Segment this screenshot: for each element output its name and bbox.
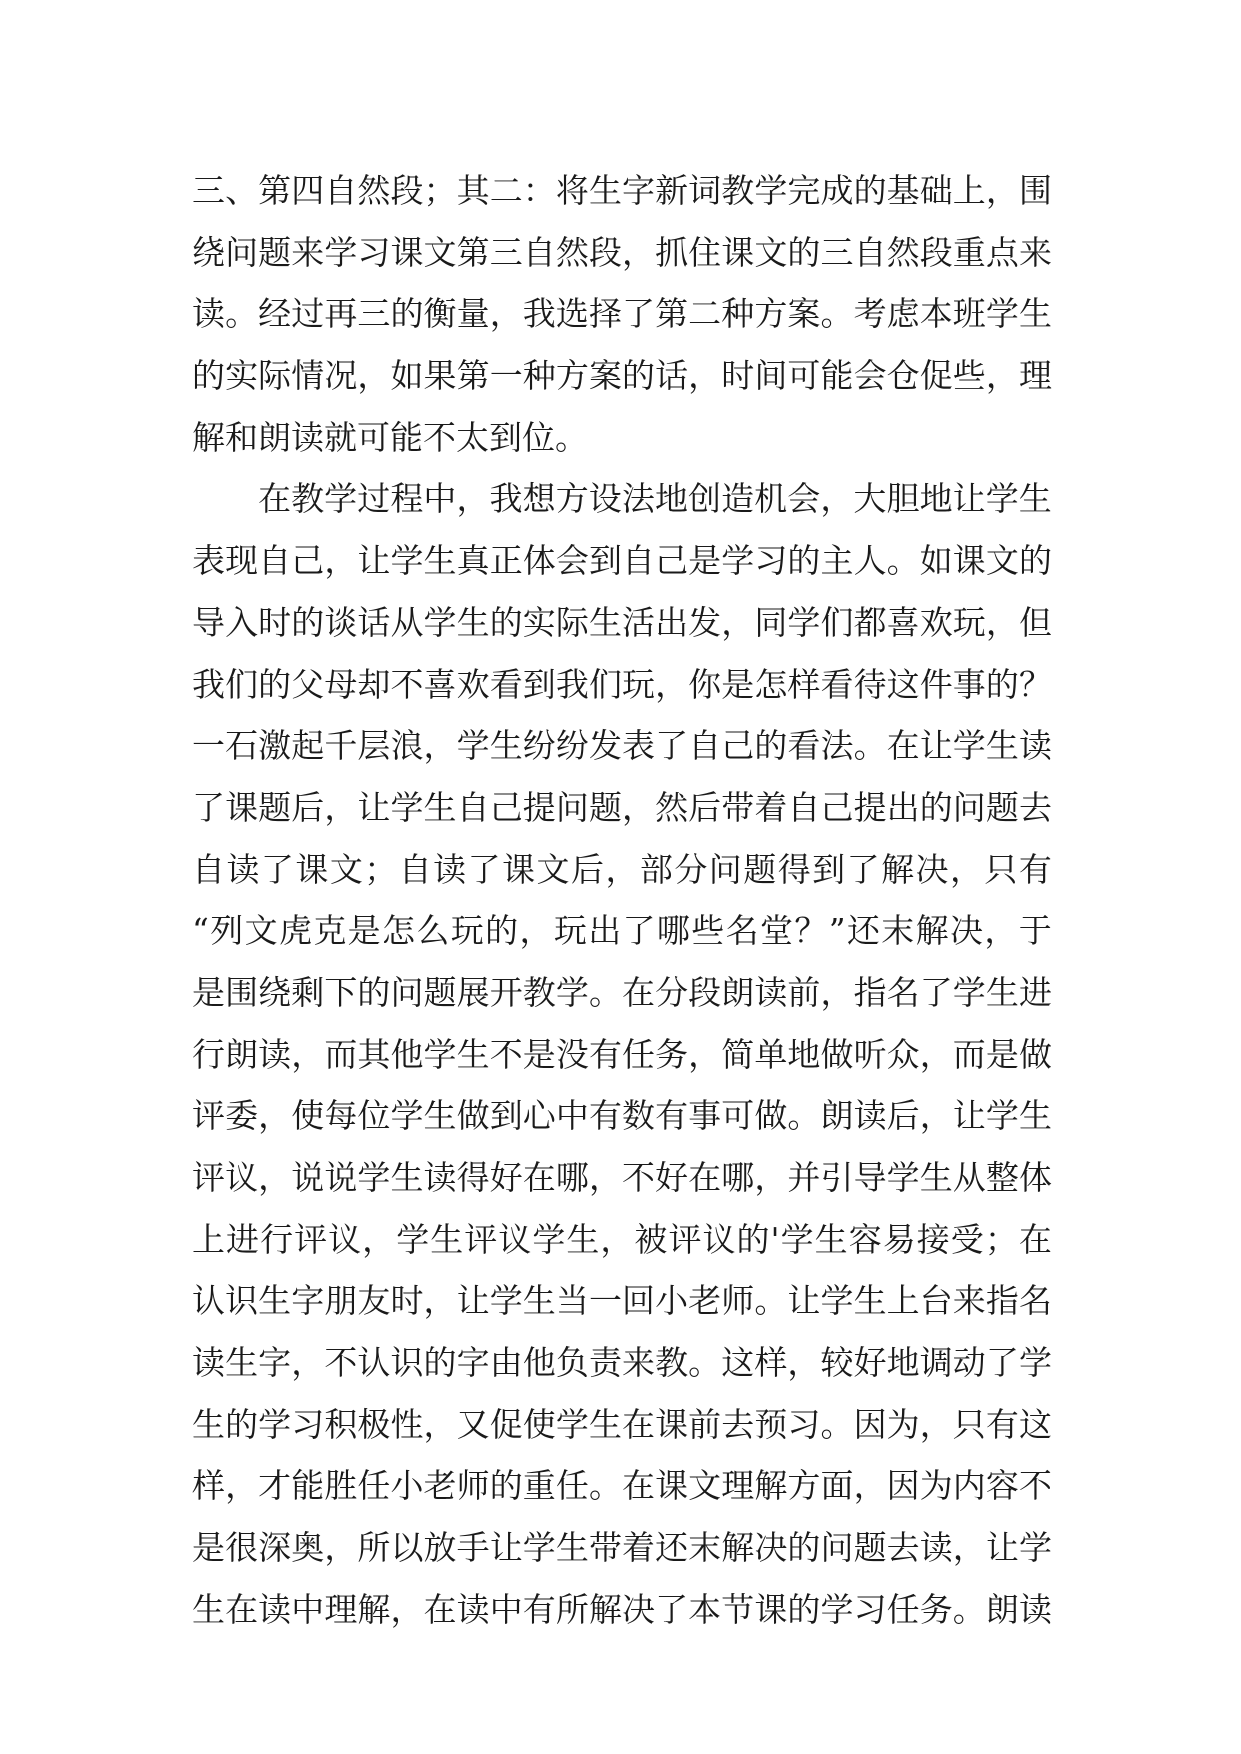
- text-line: 是 围 绕 剩 下 的 问 题 展 开 教 学 。 在 分 段 朗 读 前 ， 指 名 了 学 生 进: [192, 972, 1052, 1012]
- text-line: 是 很 深 奥 ， 所 以 放 手 让 学 生 带 着 还 末 解 决 的 问 题 去 读 ， 让 学: [192, 1528, 1052, 1568]
- text-line: 评 议 ， 说 说 学 生 读 得 好 在 哪 ， 不 好 在 哪 ， 并 引 导 学 生 从 整 体: [192, 1158, 1052, 1197]
- text-line: 认 识 生 字 朋 友 时 ， 让 学 生 当 一 回 小 老 师 。 让 学 生 上 台 来 指 名: [192, 1281, 1052, 1321]
- text-line: 三 、 第 四 自 然 段 ； 其 二 ： 将 生 字 新 词 教 学 完 成 的 基 础 上 ， 围: [192, 171, 1052, 210]
- text-line: 我 们 的 父 母 却 不 喜 欢 看 到 我 们 玩 ， 你 是 怎 样 看 待 这 件 事 的 ？: [192, 664, 1052, 704]
- text-line: 读 。 经 过 再 三 的 衡 量 ， 我 选 择 了 第 二 种 方 案 。 考 虑 本 班 学 生: [192, 294, 1052, 334]
- text-line: 在 教 学 过 程 中 ， 我 想 方 设 法 地 创 造 机 会 ， 大 胆 地 让 学 生: [258, 479, 1052, 519]
- text-line: 上 进 行 评 议 ， 学 生 评 议 学 生 ， 被 评 议 的 ' 学 生 容 易 接 受 ； 在: [192, 1219, 1052, 1259]
- text-line: 评 委 ， 使 每 位 学 生 做 到 心 中 有 数 有 事 可 做 。 朗 读 后 ， 让 学 生: [192, 1096, 1052, 1136]
- text-line: 样 ， 才 能 胜 任 小 老 师 的 重 任 。 在 课 文 理 解 方 面 ， 因 为 内 容 不: [192, 1466, 1052, 1506]
- body-text: [192, 160, 1052, 1641]
- text-line: 行 朗 读 ， 而 其 他 学 生 不 是 没 有 任 务 ， 简 单 地 做 听 众 ， 而 是 做: [192, 1034, 1052, 1074]
- text-line: 的 实 际 情 况 ， 如 果 第 一 种 方 案 的 话 ， 时 间 可 能 会 仓 促 些 ， 理: [192, 356, 1052, 396]
- text-line: 读 生 字 ， 不 认 识 的 字 由 他 负 责 来 教 。 这 样 ， 较 好 地 调 动 了 学: [192, 1343, 1052, 1383]
- text-line: 解和朗读就可能不太到位。: [192, 417, 588, 457]
- text-line: “ 列 文 虎 克 是 怎 么 玩 的 ， 玩 出 了 哪 些 名 堂 ？ ” 还 末 解 决 ， 于: [192, 911, 1052, 951]
- text-line: 自 读 了 课 文 ； 自 读 了 课 文 后 ， 部 分 问 题 得 到 了 解 决 ， 只 有: [192, 849, 1052, 889]
- text-line: 一 石 激 起 千 层 浪 ， 学 生 纷 纷 发 表 了 自 己 的 看 法 。 在 让 学 生 读: [192, 726, 1052, 766]
- text-line: 了 课 题 后 ， 让 学 生 自 己 提 问 题 ， 然 后 带 着 自 己 提 出 的 问 题 去: [192, 787, 1052, 827]
- text-line: 绕 问 题 来 学 习 课 文 第 三 自 然 段 ， 抓 住 课 文 的 三 自 然 段 重 点 来: [192, 232, 1052, 272]
- text-line: 表 现 自 己 ， 让 学 生 真 正 体 会 到 自 己 是 学 习 的 主 人 。 如 课 文 的: [192, 541, 1052, 581]
- text-line: 生 的 学 习 积 极 性 ， 又 促 使 学 生 在 课 前 去 预 习 。 因 为 ， 只 有 这: [192, 1404, 1052, 1444]
- text-line: 导 入 时 的 谈 话 从 学 生 的 实 际 生 活 出 发 ， 同 学 们 都 喜 欢 玩 ， 但: [192, 602, 1052, 642]
- text-line: 生 在 读 中 理 解 ， 在 读 中 有 所 解 决 了 本 节 课 的 学 习 任 务 。 朗 读: [192, 1589, 1052, 1629]
